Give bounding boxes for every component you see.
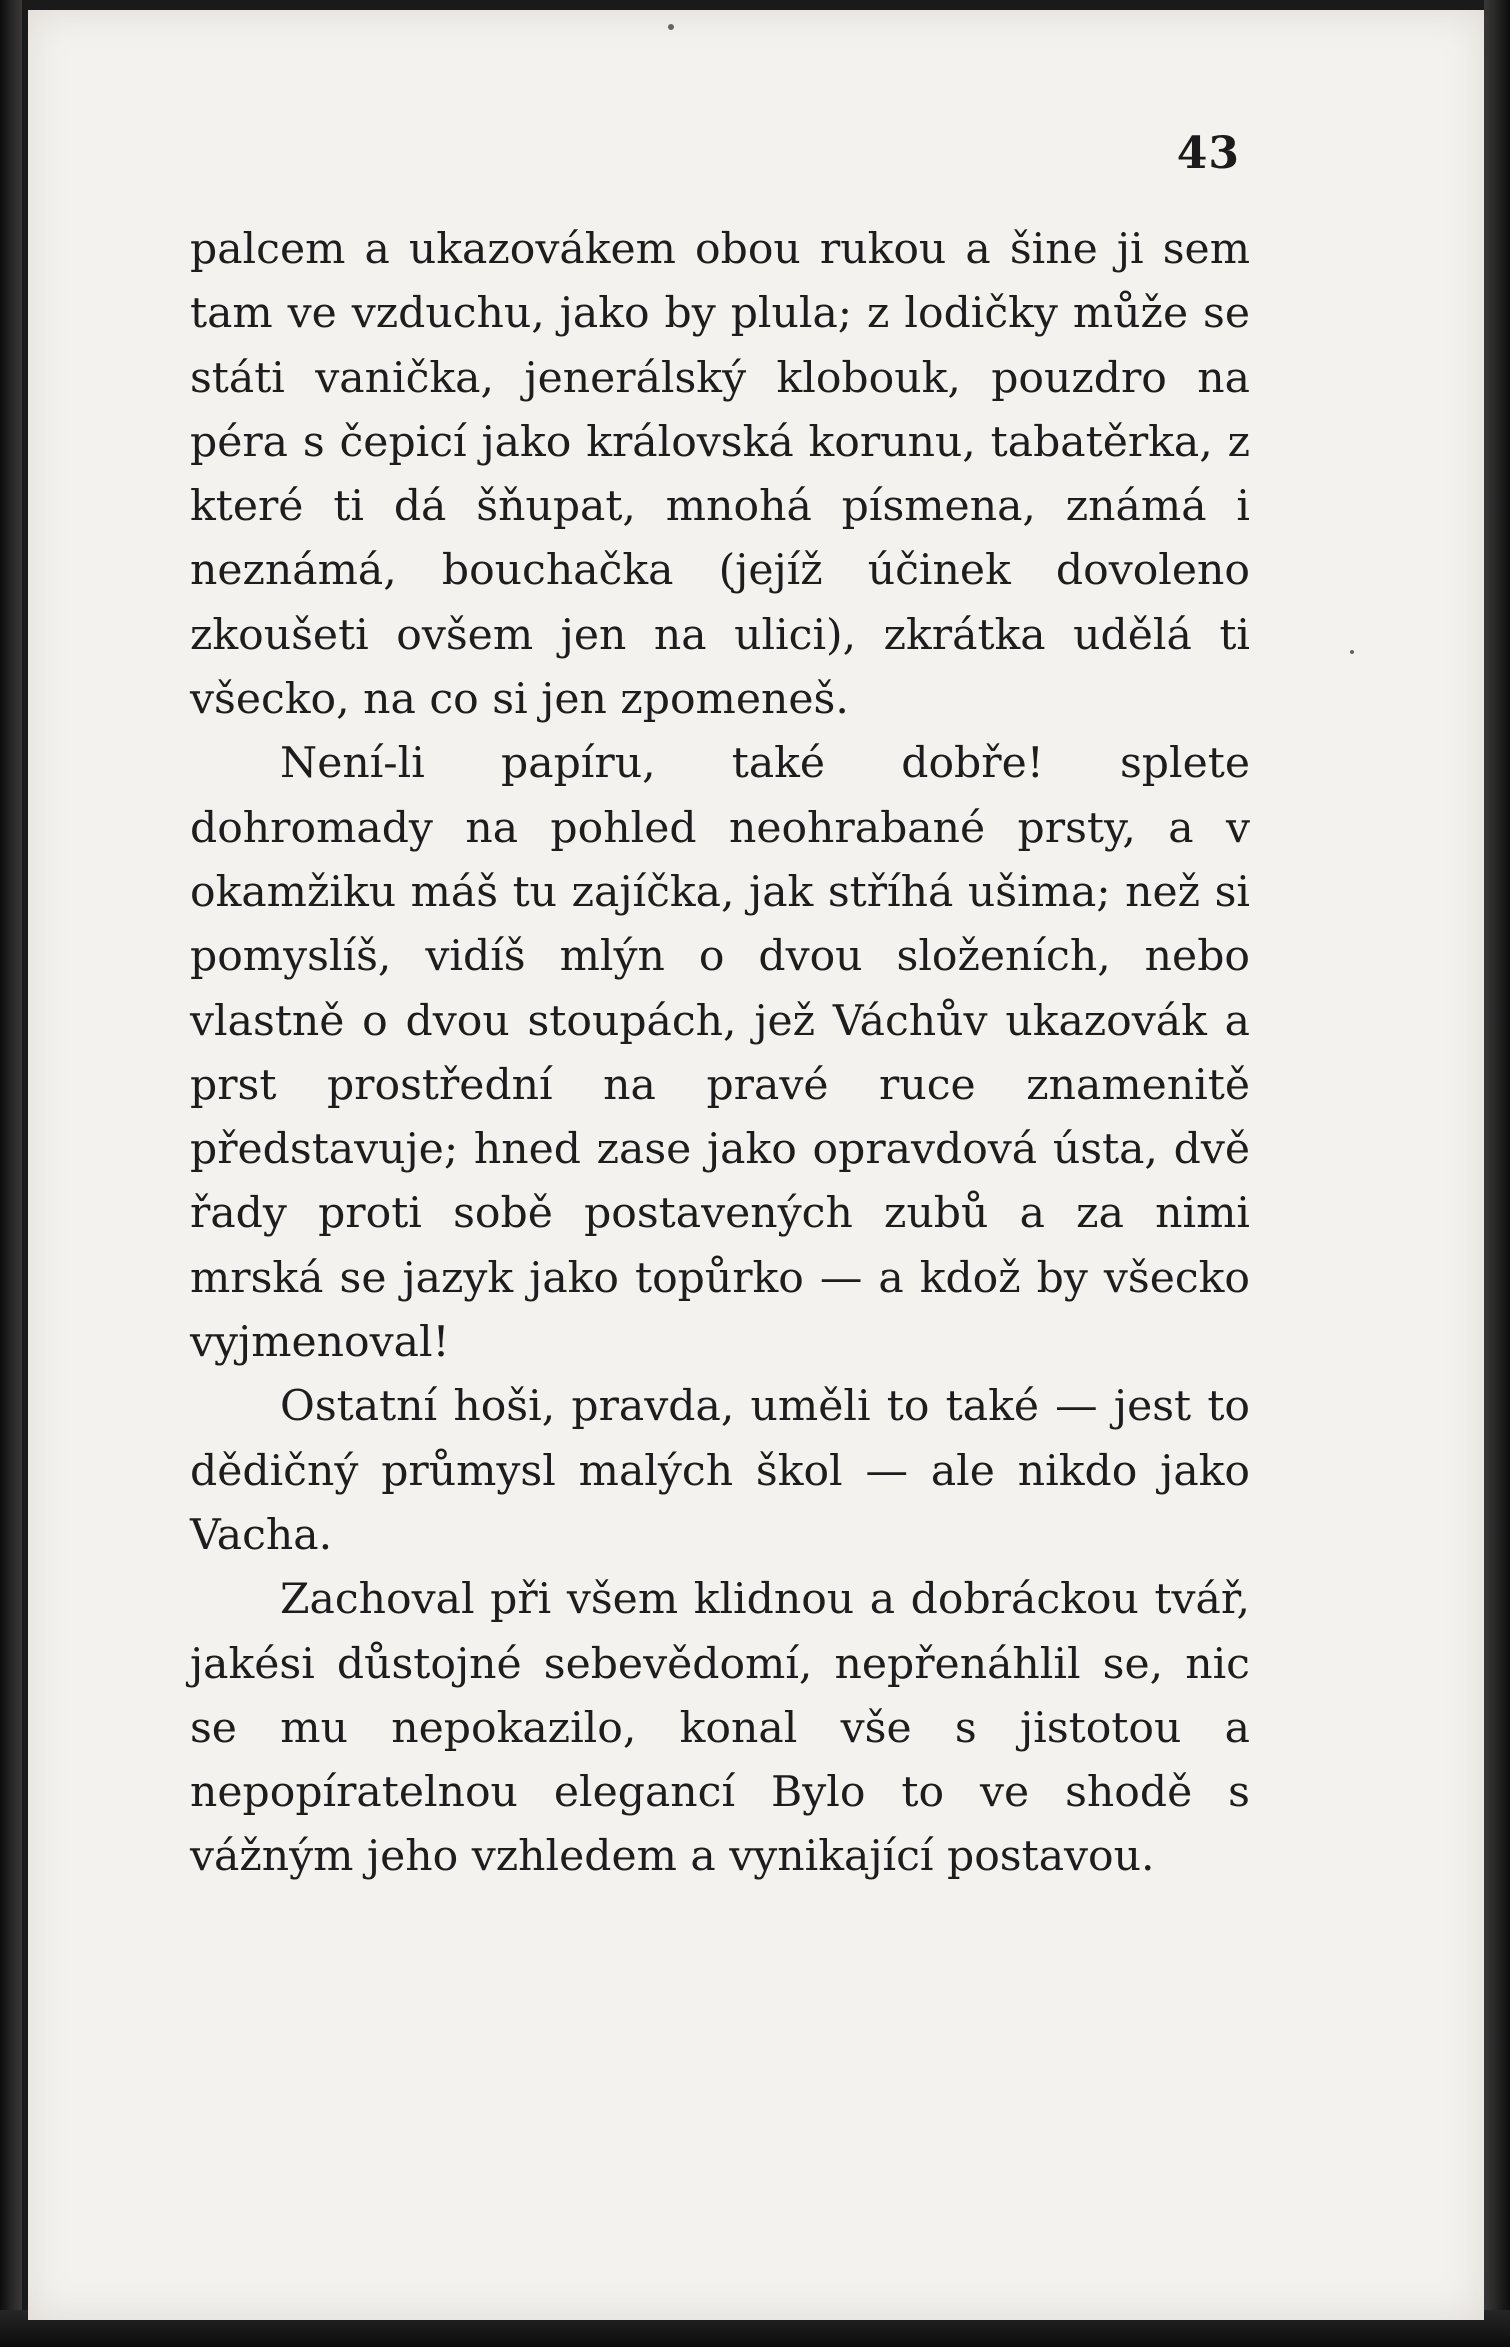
paragraph-3: Ostatní hoši, pravda, uměli to také — jest to dědičný průmysl malých škol — ale nikdo jako Vacha. — [190, 1382, 1250, 1560]
paragraph-4: Zachoval při všem klidnou a dobráckou tvář, jakési důstojné sebevědomí, nepřenáhlil se, nic se mu nepokazilo, konal vše s jistotou a nepopíratelnou elegancí Bylo to ve shodě s vážným jeho vzhledem a vynikající postavou. — [190, 1575, 1250, 1882]
page-number: 43 — [1176, 128, 1240, 179]
page-body — [190, 218, 1250, 1890]
paragraph-1: palcem a ukazovákem obou rukou a šine ji sem tam ve vzduchu, jako by plula; z lodičky může se státi vanička, jenerálský klobouk, pouzdro na péra s čepicí jako královská korunu, tabatěrka, z které ti dá šňupat, mnohá písmena, známá i neznámá, bouchačka (jejíž účinek dovoleno zkoušeti ovšem jen na ulici), zkrátka udělá ti všecko, na co si jen zpomeneš. — [190, 225, 1250, 725]
page-edge-right — [1484, 0, 1510, 2347]
print-speck — [1350, 650, 1354, 654]
page-edge-left — [0, 0, 22, 2347]
print-speck — [668, 24, 674, 30]
paragraph-2: Není-li papíru, také dobře! splete dohromady na pohled neohrabané prsty, a v okamžiku máš tu zajíčka, jak stříhá ušima; než si pomyslíš, vidíš mlýn o dvou složeních, nebo vlastně o dvou stoupách, jež Váchův ukazovák a prst prostřední na pravé ruce znamenitě představuje; hned zase jako opravdová ústa, dvě řady proti sobě postavených zubů a za nimi mrská se jazyk jako topůrko — a kdož by všecko vyjmenoval! — [190, 739, 1250, 1368]
